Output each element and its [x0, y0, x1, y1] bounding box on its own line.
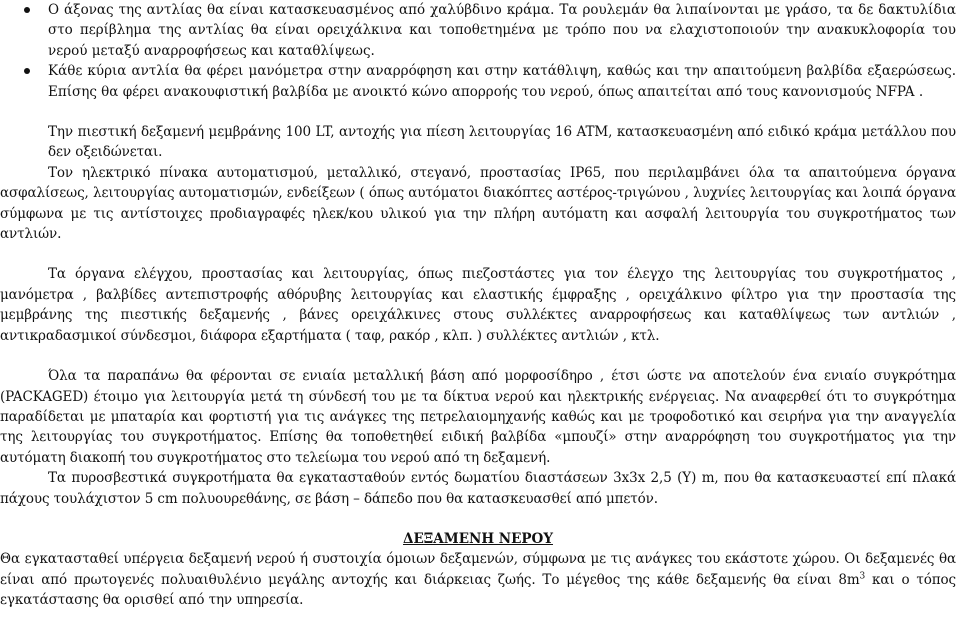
pump-specs-list: [0, 0, 956, 102]
paragraph-packaged-unit: Όλα τα παραπάνω θα φέρονται σε ενιαία μεταλλική βάση από μορφοσίδηρο , έτσι ώστε να αποτελούν ένα ενιαίο συγκρότημα (PACKAGED) έτοιμο για λειτουργία μετά τη σύνδεσή του με τα δίκτυα νερού και ηλεκτρικής ενέργειας. Να αναφερθεί ότι το συγκρότημα παραδίδεται με μπαταρία και φορτιστή για τις ανάγκες της πετρελαιομηχανής καθώς και με τροφοδοτικό και σειρήνα για την αναγγελία της λειτουργίας του συγκροτήματος. Επίσης θα τοποθετηθεί ειδική βαλβίδα «μπουζί» στην αναρρόφηση του συγκροτήματος για την αυτόματη διακοπή του συγκροτήματος στο τελείωμα του νερού από τη δεξαμενή.: [0, 368, 956, 466]
water-tank-text-end: και ο τόπος εγκατάστασης θα ορισθεί από την υπηρεσία.: [0, 571, 957, 609]
paragraph-instruments: Τα όργανα ελέγχου, προστασίας και λειτουργίας, όπως πιεζοστάστες για τον έλεγχο της λειτουργίας του συγκροτήματος , μανόμετρα , βαλβίδες αντεπιστροφής αθόρυβης λειτουργίας και ελαστικής έμφραξης , ορειχάλκινο φίλτρο για την προστασία της μεμβράνης της πιεστικής δεξαμενής , βάνες ορειχάλκινες στους συλλέκτες αναρροφήσεως και καταθλίψεως των αντλιών , αντικραδασμικοί σύνδεσμοι, διάφορα εξαρτήματα ( ταφ, ρακόρ , κλπ. ) συλλέκτες αντλιών , κτλ.: [0, 266, 956, 344]
list-item: [0, 61, 956, 102]
tank-volume-unit-exponent: 3: [859, 571, 866, 582]
spacer: [0, 509, 956, 529]
spacer: [0, 102, 956, 122]
bullet-text-shaft: Ο άξονας της αντλίας θα είναι κατασκευασμένος από χαλύβδινο κράμα. Τα ρουλεμάν θα λιπαίνονται με γράσο, τα δε δακτυλίδια στο περίβλημα της αντλίας θα είναι ορειχάλκινα και τοποθετημένα με τρόπο που να ελαχιστοποιούν την ανακυκλοφορία του νερού μεταξύ αναρροφήσεως και καταθλίψεως.: [48, 2, 956, 59]
bullet-text-gauges: Κάθε κύρια αντλία θα φέρει μανόμετρα στην αναρρόφηση και στην κατάθλιψη, καθώς και την απαιτούμενη βαλβίδα εξαερώσεως. Επίσης θα φέρει ανακουφιστική βαλβίδα με ανοικτό κώνο απορροής του νερού, όπως απαιτείται από τους κανονισμούς NFPA .: [48, 63, 956, 100]
water-tank-text: Θα εγκατασταθεί υπέργεια δεξαμενή νερού ή συστοιχία όμοιων δεξαμενών, σύμφωνα με τις ανάγκες του εκάστοτε χώρου. Οι δεξαμενές θα είναι από πρωτογενές πολυαιθυλένιο μεγάλης αντοχής και διάρκειας ζωής. Το μέγεθος της κάθε δεξαμενής θα είναι: [0, 551, 956, 588]
paragraph-control-panel: Τον ηλεκτρικό πίνακα αυτοματισμού, μεταλλικό, στεγανό, προστασίας IP65, που περιλαμβάνει όλα τα απαιτούμενα όργανα ασφαλίσεως, λειτουργίας αυτοματισμών, ενδείξεων ( όπως αυτόματοι διακόπτες αστέρος-τριγώνου , λυχνίες λειτουργίας και λοιπά όργανα σύμφωνα με τις αντίστοιχες προδιαγραφές ηλεκ/κου υλικού για την πλήρη αυτόματη και ασφαλή λειτουργία του συγκροτήματος των αντλιών.: [0, 164, 956, 243]
bullet-icon: [24, 68, 30, 74]
spacer: [0, 244, 956, 264]
section-heading: ΔΕΞΑΜΕΝΗ ΝΕΡΟΥ: [403, 530, 553, 547]
spacer: [0, 346, 956, 366]
bullet-icon: [24, 7, 30, 13]
paragraph-pump-room: Τα πυροσβεστικά συγκροτήματα θα εγκατασταθούν εντός δωματίου διαστάσεων 3x3x 2,5 (Y) m, που θα κατασκευαστεί επί πλακά πάχους τουλάχιστον 5 cm πολυουρεθάνης, σε βάση – δάπεδο που θα κατασκευασθεί από μπετόν.: [0, 470, 956, 507]
paragraph-pressure-tank: Την πιεστική δεξαμενή μεμβράνης 100 LT, αντοχής για πίεση λειτουργίας 16 ATM, κατασκευασμένη από ειδικό κράμα μετάλλου που δεν οξειδώνεται.: [48, 124, 956, 161]
paragraph-water-tank: [0, 549, 956, 610]
list-item: [0, 0, 956, 61]
tank-volume-value: 8m: [838, 571, 860, 588]
